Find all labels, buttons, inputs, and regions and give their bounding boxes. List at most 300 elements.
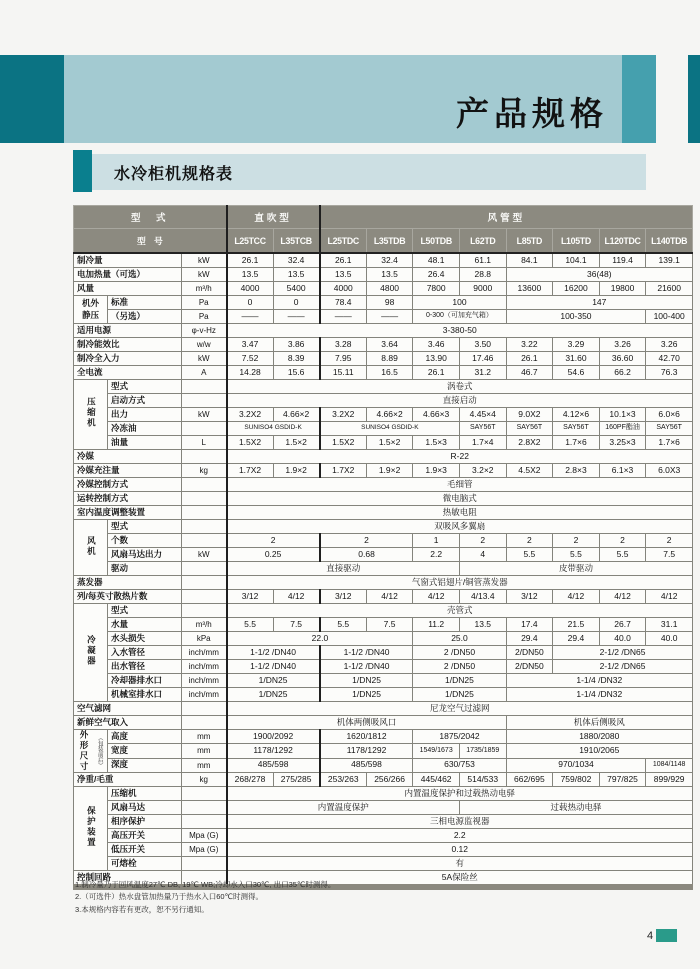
row-label: 可熔栓 <box>108 857 182 871</box>
group-label-text: 冷凝器 <box>86 635 97 667</box>
spec-cell: 1/DN25 <box>413 674 506 688</box>
spec-cell: 4.66×2 <box>366 408 413 422</box>
banner <box>64 55 622 143</box>
row-label: 型式 <box>108 604 182 618</box>
spec-cell: 5400 <box>273 282 320 296</box>
unit-cell: m³/h <box>182 282 227 296</box>
spec-cell: 1/DN25 <box>227 688 320 702</box>
spec-cell: 1.9×3 <box>413 464 460 478</box>
header-group-label: 风管型 <box>320 206 693 229</box>
spec-cell: 3.47 <box>227 338 274 352</box>
spec-cell: —— <box>366 310 413 324</box>
spec-cell: 2.2 <box>227 829 693 843</box>
spec-cell: 4/12 <box>366 590 413 604</box>
row-label: （另选） <box>108 310 182 324</box>
spec-cell: 2/DN50 <box>506 646 553 660</box>
spec-cell: 1900/2092 <box>227 730 320 744</box>
row-label: 制冷量 <box>74 253 182 268</box>
spec-cell: 13.5 <box>227 268 274 282</box>
unit-cell <box>182 478 227 492</box>
spec-cell: 毛细管 <box>227 478 693 492</box>
spec-cell: 0-300（可加充气箱） <box>413 310 506 324</box>
unit-cell: A <box>182 366 227 380</box>
row-label: 水头损失 <box>108 632 182 646</box>
banner-mid-block <box>622 55 656 143</box>
spec-cell: 2 <box>320 534 413 548</box>
spec-cell: 3.2X2 <box>227 408 274 422</box>
model-name: L25TCC <box>227 229 274 254</box>
spec-cell: 1178/1292 <box>227 744 320 758</box>
row-label: 驱动 <box>108 562 182 576</box>
row-label: 宽度 <box>108 744 182 758</box>
spec-cell: 32.4 <box>366 253 413 268</box>
row-label: 冷媒充注量 <box>74 464 182 478</box>
footnotes <box>75 879 335 916</box>
row-label: 启动方式 <box>108 394 182 408</box>
unit-cell <box>182 702 227 716</box>
spec-cell: 9000 <box>459 282 506 296</box>
spec-cell: 1.5×3 <box>413 436 460 450</box>
unit-cell: kW <box>182 548 227 562</box>
unit-cell: w/w <box>182 338 227 352</box>
spec-cell: 3.25×3 <box>599 436 646 450</box>
spec-cell: 29.4 <box>506 632 553 646</box>
spec-cell: 尼龙空气过滤网 <box>227 702 693 716</box>
spec-cell: 0 <box>273 296 320 310</box>
spec-cell: 7.95 <box>320 352 367 366</box>
model-name: L120TDC <box>599 229 646 254</box>
spec-cell: —— <box>320 310 367 324</box>
spec-cell: 1.7×6 <box>646 436 693 450</box>
spec-cell: 9.0X2 <box>506 408 553 422</box>
spec-cell: 0.12 <box>227 843 693 857</box>
row-label: 蒸发器 <box>74 576 182 590</box>
row-label: 个数 <box>108 534 182 548</box>
row-label: 冷冻油 <box>108 422 182 436</box>
row-label: 水量 <box>108 618 182 632</box>
spec-cell: 2-1/2 /DN65 <box>553 660 693 674</box>
unit-cell: kW <box>182 253 227 268</box>
unit-cell <box>182 422 227 436</box>
unit-cell <box>182 604 227 618</box>
spec-cell: 2.8×3 <box>553 464 600 478</box>
row-label: 风量 <box>74 282 182 296</box>
group-label <box>74 730 108 773</box>
unit-cell: Pa <box>182 310 227 324</box>
spec-cell: 514/533 <box>459 773 506 787</box>
spec-cell: 13.5 <box>320 268 367 282</box>
spec-cell: 机体两侧吸风口 <box>227 716 507 730</box>
header-type-label: 型 式 <box>74 206 227 229</box>
model-name: L25TDC <box>320 229 367 254</box>
spec-cell: 17.4 <box>506 618 553 632</box>
spec-cell: SAY56T <box>646 422 693 436</box>
spec-cell: 1084/1148 <box>646 758 693 772</box>
spec-table-head <box>74 206 693 254</box>
spec-cell: 2.2 <box>413 548 460 562</box>
spec-cell: 1735/1859 <box>459 744 506 758</box>
spec-cell: 7.52 <box>227 352 274 366</box>
spec-cell: 61.1 <box>459 253 506 268</box>
spec-cell: 25.0 <box>413 632 506 646</box>
spec-cell: 797/825 <box>599 773 646 787</box>
spec-cell: 内置温度保护和过载热动电驿 <box>227 787 693 801</box>
spec-cell: 直接驱动 <box>227 562 460 576</box>
spec-cell: 5.5 <box>553 548 600 562</box>
spec-cell: 1/DN25 <box>413 688 506 702</box>
spec-cell: 2 <box>599 534 646 548</box>
spec-cell: 36.60 <box>599 352 646 366</box>
spec-cell: 4/12 <box>413 590 460 604</box>
spec-cell: 4/13.4 <box>459 590 506 604</box>
group-label-composite <box>74 730 107 772</box>
spec-cell: 32.4 <box>273 253 320 268</box>
unit-cell: kg <box>182 773 227 787</box>
spec-cell: 4000 <box>320 282 367 296</box>
model-name: L35TCB <box>273 229 320 254</box>
spec-cell: 6.0X3 <box>646 464 693 478</box>
spec-cell: 3.50 <box>459 338 506 352</box>
unit-cell <box>182 506 227 520</box>
spec-cell: 2 <box>506 534 553 548</box>
row-label: 机械室排水口 <box>108 688 182 702</box>
spec-cell: 3.29 <box>553 338 600 352</box>
row-label: 出力 <box>108 408 182 422</box>
unit-cell <box>182 380 227 394</box>
spec-cell: 21600 <box>646 282 693 296</box>
row-label: 全电流 <box>74 366 182 380</box>
spec-cell: 104.1 <box>553 253 600 268</box>
header-group-label: 直吹型 <box>227 206 320 229</box>
spec-cell: 26.1 <box>506 352 553 366</box>
unit-cell: kW <box>182 352 227 366</box>
spec-cell: SUNISO4 GSDID-K <box>320 422 460 436</box>
unit-cell: φ-v-Hz <box>182 324 227 338</box>
spec-cell: 54.6 <box>553 366 600 380</box>
spec-cell: 3.2×2 <box>459 464 506 478</box>
spec-cell: 5.5 <box>506 548 553 562</box>
spec-cell: 66.2 <box>599 366 646 380</box>
spec-cell: 1.9×2 <box>273 464 320 478</box>
header-model-label: 型 号 <box>74 229 227 254</box>
row-label: 冷媒控制方式 <box>74 478 182 492</box>
section-heading-bar <box>92 154 646 190</box>
row-label: 相序保护 <box>108 815 182 829</box>
spec-cell: 1/DN25 <box>227 674 320 688</box>
spec-cell: 1/DN25 <box>320 674 413 688</box>
spec-cell: 壳管式 <box>227 604 693 618</box>
spec-table <box>73 205 693 890</box>
spec-cell: 1.7X2 <box>320 464 367 478</box>
unit-cell: inch/mm <box>182 674 227 688</box>
spec-cell: 899/929 <box>646 773 693 787</box>
spec-cell: 微电脑式 <box>227 492 693 506</box>
unit-cell: inch/mm <box>182 660 227 674</box>
spec-cell: 3.2X2 <box>320 408 367 422</box>
spec-cell: 19800 <box>599 282 646 296</box>
spec-cell: 4.66×2 <box>273 408 320 422</box>
spec-cell: 2 <box>646 534 693 548</box>
unit-cell <box>182 520 227 534</box>
unit-cell <box>182 534 227 548</box>
spec-cell: 4/12 <box>599 590 646 604</box>
spec-cell: 2 <box>459 534 506 548</box>
spec-cell: 40.0 <box>646 632 693 646</box>
unit-cell <box>182 450 227 464</box>
unit-cell: mm <box>182 744 227 758</box>
row-label: 低压开关 <box>108 843 182 857</box>
spec-cell: 5.5 <box>320 618 367 632</box>
group-label-text: 机外静压 <box>81 298 99 320</box>
spec-cell: 1.5×2 <box>366 436 413 450</box>
spec-table-wrapper <box>73 205 693 890</box>
spec-table-body <box>74 253 693 887</box>
row-label: 型式 <box>108 520 182 534</box>
spec-cell: 1-1/2 /DN40 <box>320 646 413 660</box>
row-label: 入水管径 <box>108 646 182 660</box>
row-label: 冷媒 <box>74 450 182 464</box>
spec-cell: 2 <box>227 534 320 548</box>
spec-cell: 100-350 <box>506 310 646 324</box>
page-number-text: 4 <box>647 929 654 942</box>
spec-cell: 1.7×6 <box>553 436 600 450</box>
spec-cell: 内置温度保护 <box>227 801 460 815</box>
spec-cell: 26.1 <box>320 253 367 268</box>
spec-cell: 3-380-50 <box>227 324 693 338</box>
spec-cell: 1 <box>413 534 460 548</box>
unit-cell <box>182 576 227 590</box>
spec-cell: 5A保险丝 <box>227 871 693 888</box>
spec-cell: 76.3 <box>646 366 693 380</box>
spec-cell: 4800 <box>366 282 413 296</box>
spec-cell: 4/12 <box>273 590 320 604</box>
spec-cell: 21.5 <box>553 618 600 632</box>
spec-cell: 28.8 <box>459 268 506 282</box>
spec-cell: 147 <box>506 296 692 310</box>
spec-cell: 气窗式铝翅片/铜管蒸发器 <box>227 576 693 590</box>
spec-cell: 2 <box>553 534 600 548</box>
spec-cell: 13.5 <box>273 268 320 282</box>
row-label: 标准 <box>108 296 182 310</box>
page-number-square <box>656 929 677 942</box>
spec-cell: 7.5 <box>366 618 413 632</box>
spec-cell: 160PF酯油 <box>599 422 646 436</box>
banner-left-block <box>0 55 64 143</box>
spec-cell: 机体后侧吸风 <box>506 716 692 730</box>
unit-cell <box>182 590 227 604</box>
section-title: 水冷柜机规格表 <box>114 165 234 183</box>
spec-cell: R-22 <box>227 450 693 464</box>
spec-cell: 2 /DN50 <box>413 646 506 660</box>
spec-cell: 3/12 <box>227 590 274 604</box>
spec-cell: 直接启动 <box>227 394 693 408</box>
spec-cell: 3.26 <box>646 338 693 352</box>
spec-cell: 5.5 <box>599 548 646 562</box>
row-label: 新鲜空气取入 <box>74 716 182 730</box>
spec-cell: 过载热动电驿 <box>459 801 692 815</box>
group-label <box>74 520 108 576</box>
spec-cell: 4.5X2 <box>506 464 553 478</box>
unit-cell: m³/h <box>182 618 227 632</box>
spec-cell: 13600 <box>506 282 553 296</box>
spec-cell: 14.28 <box>227 366 274 380</box>
spec-cell: 1-1/4 /DN32 <box>506 674 692 688</box>
spec-cell: 7800 <box>413 282 460 296</box>
group-label <box>74 787 108 871</box>
unit-cell: mm <box>182 730 227 744</box>
row-label: 运转控制方式 <box>74 492 182 506</box>
model-name: L50TDB <box>413 229 460 254</box>
group-label <box>74 296 108 324</box>
spec-cell: —— <box>273 310 320 324</box>
spec-cell: 84.1 <box>506 253 553 268</box>
spec-cell: 1875/2042 <box>413 730 506 744</box>
page-title: 产品规格 <box>456 95 608 132</box>
group-label-text: 外形尺寸 <box>78 730 89 772</box>
unit-cell <box>182 716 227 730</box>
spec-cell: 1910/2065 <box>506 744 692 758</box>
spec-cell: 1.7×4 <box>459 436 506 450</box>
model-name: L140TDB <box>646 229 693 254</box>
section-accent-square <box>73 150 92 192</box>
spec-cell: 4000 <box>227 282 274 296</box>
spec-cell: 3/12 <box>506 590 553 604</box>
footnote: 2.（可选件）热水盘管加热量乃于热水入口60℃时测得。 <box>75 892 264 902</box>
spec-cell: SAY56T <box>506 422 553 436</box>
model-name: L85TD <box>506 229 553 254</box>
spec-cell: 40.0 <box>599 632 646 646</box>
spec-cell: 26.7 <box>599 618 646 632</box>
spec-cell: 3.26 <box>599 338 646 352</box>
spec-cell: 8.39 <box>273 352 320 366</box>
row-label: 列/每英寸散热片数 <box>74 590 182 604</box>
spec-cell: 3.28 <box>320 338 367 352</box>
unit-cell: kPa <box>182 632 227 646</box>
spec-cell: 26.1 <box>413 366 460 380</box>
spec-cell: 11.2 <box>413 618 460 632</box>
spec-cell: 3.86 <box>273 338 320 352</box>
spec-cell: 662/695 <box>506 773 553 787</box>
spec-cell: 17.46 <box>459 352 506 366</box>
spec-cell: 10.1×3 <box>599 408 646 422</box>
unit-cell <box>182 815 227 829</box>
spec-cell: 8.89 <box>366 352 413 366</box>
spec-cell: 1178/1292 <box>320 744 413 758</box>
spec-cell: 1.7X2 <box>227 464 274 478</box>
unit-cell <box>182 562 227 576</box>
row-label: 电加热量（可选） <box>74 268 182 282</box>
spec-cell: SUNISO4 GSDID-K <box>227 422 320 436</box>
spec-cell: 5.5 <box>227 618 274 632</box>
spec-cell: 1.5X2 <box>320 436 367 450</box>
spec-cell: 139.1 <box>646 253 693 268</box>
spec-cell: 有 <box>227 857 693 871</box>
spec-cell: 445/462 <box>413 773 460 787</box>
spec-cell: 皮带驱动 <box>459 562 692 576</box>
banner-right-block <box>688 55 700 143</box>
spec-cell: 13.5 <box>366 268 413 282</box>
row-label: 室内温度调整装置 <box>74 506 182 520</box>
spec-cell: 36(48) <box>506 268 692 282</box>
spec-cell: SAY56T <box>553 422 600 436</box>
row-label: 控制回路 <box>74 871 182 888</box>
row-label: 制冷全入力 <box>74 352 182 366</box>
row-label: 净重/毛重 <box>74 773 182 787</box>
row-label: 出水管径 <box>108 660 182 674</box>
group-label-text: 保护装置 <box>86 806 97 849</box>
unit-cell: mm <box>182 758 227 772</box>
spec-cell: 2 /DN50 <box>413 660 506 674</box>
spec-cell: 78.4 <box>320 296 367 310</box>
unit-cell: Pa <box>182 296 227 310</box>
row-label: 风扇马达 <box>108 801 182 815</box>
unit-cell <box>182 492 227 506</box>
spec-cell: 100 <box>413 296 506 310</box>
spec-cell: SAY56T <box>459 422 506 436</box>
spec-cell: 7.5 <box>273 618 320 632</box>
spec-cell: 1549/1673 <box>413 744 460 758</box>
spec-cell: 3/12 <box>320 590 367 604</box>
spec-cell: 4/12 <box>553 590 600 604</box>
spec-cell: 7.5 <box>646 548 693 562</box>
spec-cell: 13.90 <box>413 352 460 366</box>
spec-cell: 1-1/2 /DN40 <box>227 646 320 660</box>
unit-cell <box>182 394 227 408</box>
row-label: 适用电源 <box>74 324 182 338</box>
spec-cell: 涡卷式 <box>227 380 693 394</box>
spec-cell: 100-400 <box>646 310 693 324</box>
spec-cell: 6.0×6 <box>646 408 693 422</box>
unit-cell <box>182 787 227 801</box>
spec-cell: 热敏电阻 <box>227 506 693 520</box>
unit-cell: kW <box>182 408 227 422</box>
footnote: 1.制冷量乃于回风温度27℃ DB, 19℃ WB;冷却水入口30℃, 出口35℃时测得。 <box>75 880 336 889</box>
spec-cell: 0.25 <box>227 548 320 562</box>
spec-cell: 4 <box>459 548 506 562</box>
unit-cell: inch/mm <box>182 646 227 660</box>
spec-cell: 31.60 <box>553 352 600 366</box>
spec-cell: 2/DN50 <box>506 660 553 674</box>
spec-cell: 31.1 <box>646 618 693 632</box>
spec-cell: 253/263 <box>320 773 367 787</box>
unit-cell: kW <box>182 268 227 282</box>
spec-cell: 22.0 <box>227 632 413 646</box>
unit-cell <box>182 857 227 871</box>
model-name: L62TD <box>459 229 506 254</box>
spec-cell: 2-1/2 /DN65 <box>553 646 693 660</box>
spec-cell: 双吸风多翼扇 <box>227 520 693 534</box>
group-label-text: 压缩机 <box>86 397 97 429</box>
spec-cell: 三相电源监视器 <box>227 815 693 829</box>
spec-cell: 1880/2080 <box>506 730 692 744</box>
spec-cell: 16200 <box>553 282 600 296</box>
spec-cell: 1-1/2 /DN40 <box>227 660 320 674</box>
row-label: 高度 <box>108 730 182 744</box>
spec-cell: 4.12×6 <box>553 408 600 422</box>
spec-cell: 26.1 <box>227 253 274 268</box>
spec-cell: 630/753 <box>413 758 506 772</box>
row-label: 空气滤网 <box>74 702 182 716</box>
spec-cell: 29.4 <box>553 632 600 646</box>
row-label: 冷却器排水口 <box>108 674 182 688</box>
spec-cell: 4.66×3 <box>413 408 460 422</box>
spec-cell: 1-1/4 /DN32 <box>506 688 692 702</box>
spec-cell: 4.45×4 <box>459 408 506 422</box>
unit-cell: inch/mm <box>182 688 227 702</box>
spec-cell: 31.2 <box>459 366 506 380</box>
spec-cell: 4/12 <box>646 590 693 604</box>
spec-cell: 15.11 <box>320 366 367 380</box>
